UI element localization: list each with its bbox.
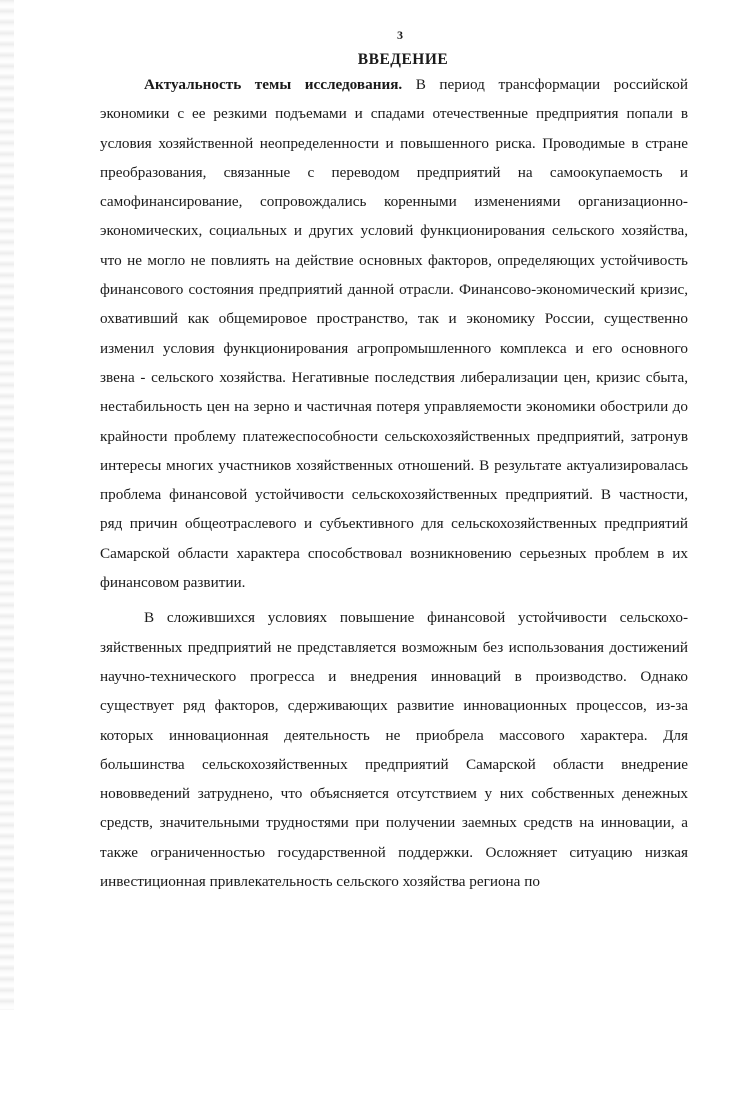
scan-edge-artifact: [0, 0, 14, 1010]
paragraph-body: В период трансформации российской экономики с ее резкими подъемами и спадами отечественные предприятия попали в условия хозяйственной неопределенности и повышенного риска. Проводимые в стране преобразования, связанные с переводом предприятий на самоокупаемость и самофинансирование, сопровождались коренными изменениями организационно-экономических, социальных и других условий функционирования сельского хозяйства, что не могло не повлиять на действие основных факторов, определяющих устойчивость финансового состояния предприятий данной отрасли. Финансово-экономический кризис, охвативший как общемировое пространство, так и экономику России, существенно изменил условия функционирования агропромышленного комплекса и его основного звена - сельского хозяйства. Негативные последствия либерализации цен, кризис сбыта, нестабильность цен на зерно и частичная потеря управляемости экономики обострили до крайности проблему платежеспособности сельскохозяйственных предприятий, затронув интересы многих участников хозяйственных отношений. В результате актуализировалась проблема финансовой устойчивости сельскохозяйственных предприятий. В частности, ряд причин общеотраслевого и субъективного для сельскохозяйственных предприятий Самарской области характера способствовал возникновению серьезных проблем в их финансовом развитии.: [100, 76, 688, 592]
paragraph-innovation: В сложившихся условиях повышение финансовой устойчивости сельскохозяйственных предприятий не представляется возможным без использования достижений научно-технического прогресса и внедрения инноваций в производство. Однако существует ряд факторов, сдерживающих развитие инновационных процессов, из-за которых инновационная деятельность не приобрела массового характера. Для большинства сельскохозяйственных предприятий Самарской области внедрение нововведений затруднено, что объясняется отсутствием у них собственных денежных средств, значительными трудностями при получении заемных средств на инновации, а также ограниченностью государственной поддержки. Осложняет ситуацию низкая инвестиционная привлекательность сельского хозяйства региона по: [100, 609, 688, 891]
section-heading: ВВЕДЕНИЕ: [357, 51, 449, 68]
document-page: [100, 28, 688, 896]
paragraph-relevance: [100, 70, 688, 597]
page-number: 3: [397, 28, 403, 42]
paragraph-lead: Актуальность темы исследования.: [144, 76, 403, 93]
